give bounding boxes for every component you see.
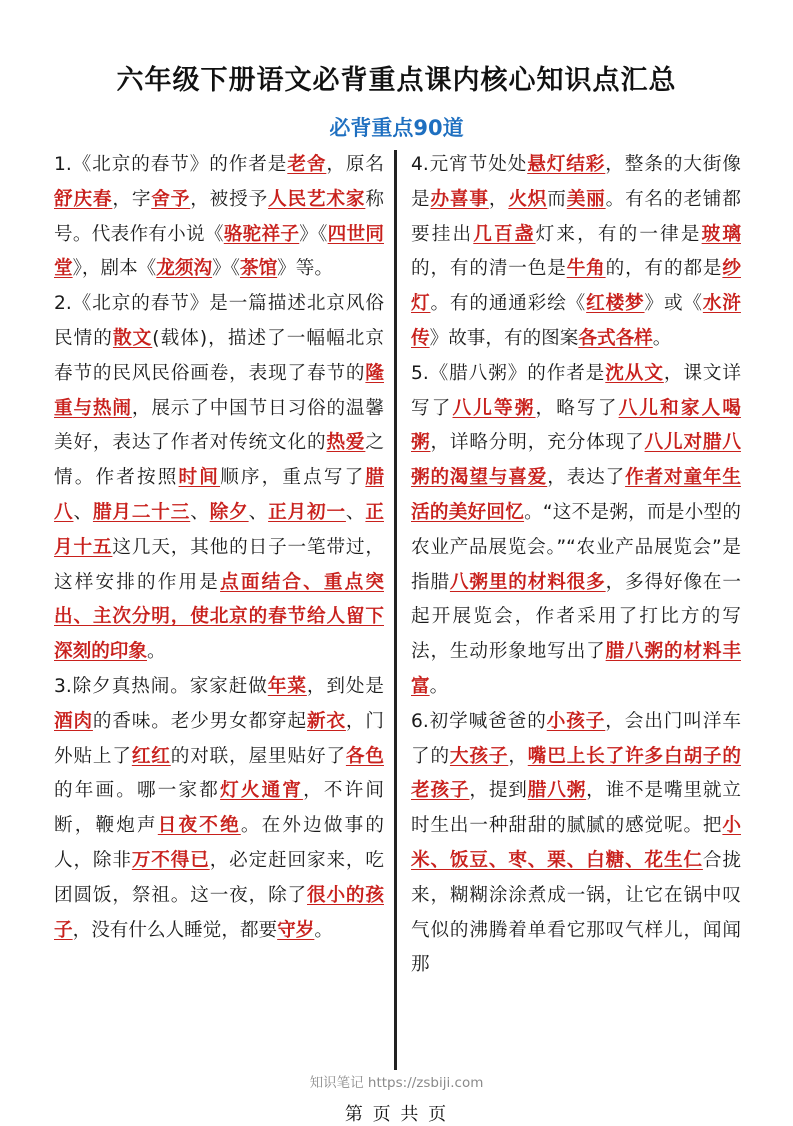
- key-phrase: 时间: [178, 467, 221, 489]
- page-number: 第 页 共 页: [344, 1104, 449, 1125]
- key-phrase: 酒肉: [54, 710, 93, 732]
- key-phrase: 很小的孩子: [54, 884, 384, 941]
- key-phrase: 火炽: [508, 188, 548, 210]
- key-phrase: 热爱: [326, 432, 366, 454]
- key-phrase: 腊八: [54, 467, 384, 523]
- body-text: ，到处是: [306, 675, 384, 697]
- key-phrase: 骆驼祥子: [223, 223, 300, 245]
- key-phrase: 各式各样: [578, 327, 653, 349]
- body-text: 之情。作者按照: [54, 432, 384, 489]
- knowledge-point-paragraph: [411, 148, 741, 357]
- key-phrase: 散文: [112, 327, 153, 349]
- body-text: ，门外贴上了: [54, 710, 384, 767]
- key-phrase: 舒庆春: [54, 188, 113, 210]
- body-text: 。: [146, 641, 166, 663]
- body-text: 的对联，屋里贴好了: [170, 745, 346, 767]
- body-text: 2.《北京的春节》是一篇描述北京风俗民情的: [54, 293, 384, 349]
- body-text: 的，有的清一色是: [411, 258, 567, 280]
- knowledge-point-paragraph: [54, 670, 384, 948]
- knowledge-point-paragraph: [54, 287, 384, 670]
- key-phrase: 八儿和家人喝粥: [411, 397, 741, 454]
- key-phrase: 沈从文: [605, 362, 664, 384]
- body-text: ，提到: [469, 780, 528, 802]
- key-phrase: 小孩子: [546, 710, 606, 732]
- body-text: 5.《腊八粥》的作者是: [411, 362, 606, 384]
- body-text: ，展示了中国节日习俗的温馨美好，表达了作者对传统文化的: [54, 397, 384, 454]
- body-text: 而: [547, 188, 567, 210]
- body-text: 的，有的都是: [605, 258, 723, 280]
- key-phrase: 腊月二十三: [92, 501, 191, 523]
- key-phrase: 腊八粥: [527, 780, 587, 802]
- key-phrase: 纱灯: [411, 258, 741, 315]
- key-phrase: 水浒传: [411, 293, 741, 349]
- key-phrase: 新衣: [306, 710, 346, 732]
- body-text: 。在外边做事的人，除非: [54, 815, 384, 871]
- key-phrase: 年菜: [267, 675, 307, 697]
- body-text: 、: [73, 501, 93, 523]
- body-text: ，谁不是嘴里就立时生出一种甜甜的腻腻的感觉呢。把: [411, 780, 741, 837]
- body-text: ，原名: [326, 154, 384, 175]
- body-text: 顺序，重点写了: [220, 467, 366, 489]
- body-text: ，不许间断，鞭炮声: [54, 780, 384, 837]
- body-text: 、: [248, 501, 269, 523]
- body-text: (载体)，描述了一幅幅北京春节的民风民俗画卷，表现了春节的: [54, 327, 384, 384]
- key-phrase: 嘴巴上长了许多白胡子的老孩子: [411, 745, 741, 802]
- body-text: 的香味。老少男女都穿起: [92, 710, 307, 732]
- body-text: ，被授予: [190, 188, 269, 210]
- body-text: ，必定赶回家来，吃团圆饭，祭祖。这一夜，除了: [54, 849, 384, 906]
- key-phrase: 茶馆: [239, 258, 278, 280]
- body-text: 。: [429, 675, 449, 697]
- body-text: 1.《北京的春节》的作者是: [54, 154, 288, 175]
- key-phrase: 除夕: [209, 501, 249, 523]
- body-text: 》或《: [644, 293, 703, 315]
- footer-watermark: 知识笔记 https://zsbiji.com: [309, 1075, 484, 1091]
- body-text: ，没有什么人睡觉，都要: [72, 919, 278, 941]
- key-phrase: 八儿等粥: [452, 397, 536, 419]
- key-phrase: 各色: [345, 745, 384, 767]
- body-text: 合拢来，糊糊涂涂煮成一锅，让它在锅中叹气似的沸腾着单看它那叹气样儿，闻闻那: [411, 849, 741, 976]
- knowledge-point-paragraph: [411, 357, 741, 705]
- body-text: 。“这不是粥，而是小型的农业产品展览会。”“农业产品展览会”是指腊: [411, 501, 741, 593]
- key-phrase: 四世同堂: [54, 223, 384, 280]
- key-phrase: 作者对童年生活的美好回忆: [411, 467, 741, 523]
- body-text: ，详略分明，充分体现了: [430, 432, 645, 454]
- body-text: ，表达了: [547, 467, 626, 489]
- key-phrase: 悬灯结彩: [527, 154, 606, 175]
- key-phrase: 点面结合、重点突出、主次分明，使北京的春节给人留下深刻的印象: [54, 571, 384, 663]
- right-column: [411, 148, 741, 983]
- key-phrase: 牛角: [566, 258, 606, 280]
- body-text: 6.初学喊爸爸的: [411, 710, 547, 732]
- body-text: ，略写了: [535, 397, 619, 419]
- body-text: 灯来，有的一律是: [535, 223, 702, 245]
- key-phrase: 腊八粥的材料丰富: [411, 641, 741, 697]
- body-text: 3.除夕真热闹。家家赶做: [54, 675, 268, 697]
- body-text: 、: [345, 501, 366, 523]
- body-text: 。有名的老铺都要挂出: [411, 188, 741, 245]
- key-phrase: 日夜不绝: [157, 815, 241, 837]
- left-column: [54, 148, 384, 948]
- key-phrase: 灯火通宵: [220, 780, 304, 802]
- key-phrase: 人民艺术家: [268, 188, 366, 210]
- body-text: 》故事，有的图案: [429, 327, 579, 349]
- body-text: 称号。代表作有小说《: [54, 188, 384, 245]
- body-text: 这几天，其他的日子一笔带过，这样安排的作用是: [54, 536, 384, 593]
- body-text: 》《: [299, 223, 328, 245]
- knowledge-point-paragraph: [54, 148, 384, 287]
- body-text: 。有的通通彩绘《: [430, 293, 587, 315]
- key-phrase: 大孩子: [449, 745, 509, 767]
- column-divider: [394, 150, 397, 1070]
- key-phrase: 小米、饭豆、枣、栗、白糖、花生仁: [411, 815, 741, 871]
- body-text: ，: [508, 745, 528, 767]
- key-phrase: 万不得已: [131, 849, 210, 871]
- key-phrase: 守岁: [277, 919, 315, 941]
- key-phrase: 玻璃: [701, 223, 741, 245]
- key-phrase: 红楼梦: [586, 293, 645, 315]
- body-text: 、: [190, 501, 210, 523]
- body-text: 》《: [212, 258, 240, 280]
- key-phrase: 正月初一: [268, 501, 346, 523]
- key-phrase: 八儿对腊八粥的渴望与喜爱: [411, 432, 741, 489]
- body-text: 4.元宵节处处: [411, 154, 528, 175]
- page-title: 六年级下册语文必背重点课内核心知识点汇总: [116, 65, 677, 96]
- key-phrase: 美丽: [566, 188, 606, 210]
- body-text: ，会出门叫洋车了的: [411, 710, 741, 767]
- key-phrase: 红红: [131, 745, 171, 767]
- key-phrase: 舍予: [151, 188, 191, 210]
- key-phrase: 八粥里的材料很多: [449, 571, 606, 593]
- key-phrase: 隆重与热闹: [54, 362, 384, 419]
- key-phrase: 龙须沟: [156, 258, 213, 280]
- key-phrase: 办喜事: [430, 188, 489, 210]
- body-text: ，: [488, 188, 509, 210]
- body-text: ，整条的大街像是: [411, 154, 741, 210]
- key-phrase: 几百盏: [473, 223, 536, 245]
- body-text: ，多得好像在一起开展览会，作者采用了打比方的写法，生动形象地写出了: [411, 571, 741, 663]
- knowledge-point-paragraph: [411, 705, 741, 983]
- body-text: 。: [652, 327, 672, 349]
- key-phrase: 正月十五: [54, 501, 384, 558]
- body-text: ，字: [112, 188, 152, 210]
- body-text: 》等。: [277, 258, 333, 280]
- page-subtitle: 必背重点90道: [329, 116, 464, 140]
- body-text: 。: [314, 919, 333, 941]
- body-text: 》，剧本《: [72, 258, 157, 280]
- body-text: 的年画。哪一家都: [54, 780, 221, 802]
- key-phrase: 老舍: [287, 154, 327, 175]
- body-text: ，课文详写了: [411, 362, 741, 419]
